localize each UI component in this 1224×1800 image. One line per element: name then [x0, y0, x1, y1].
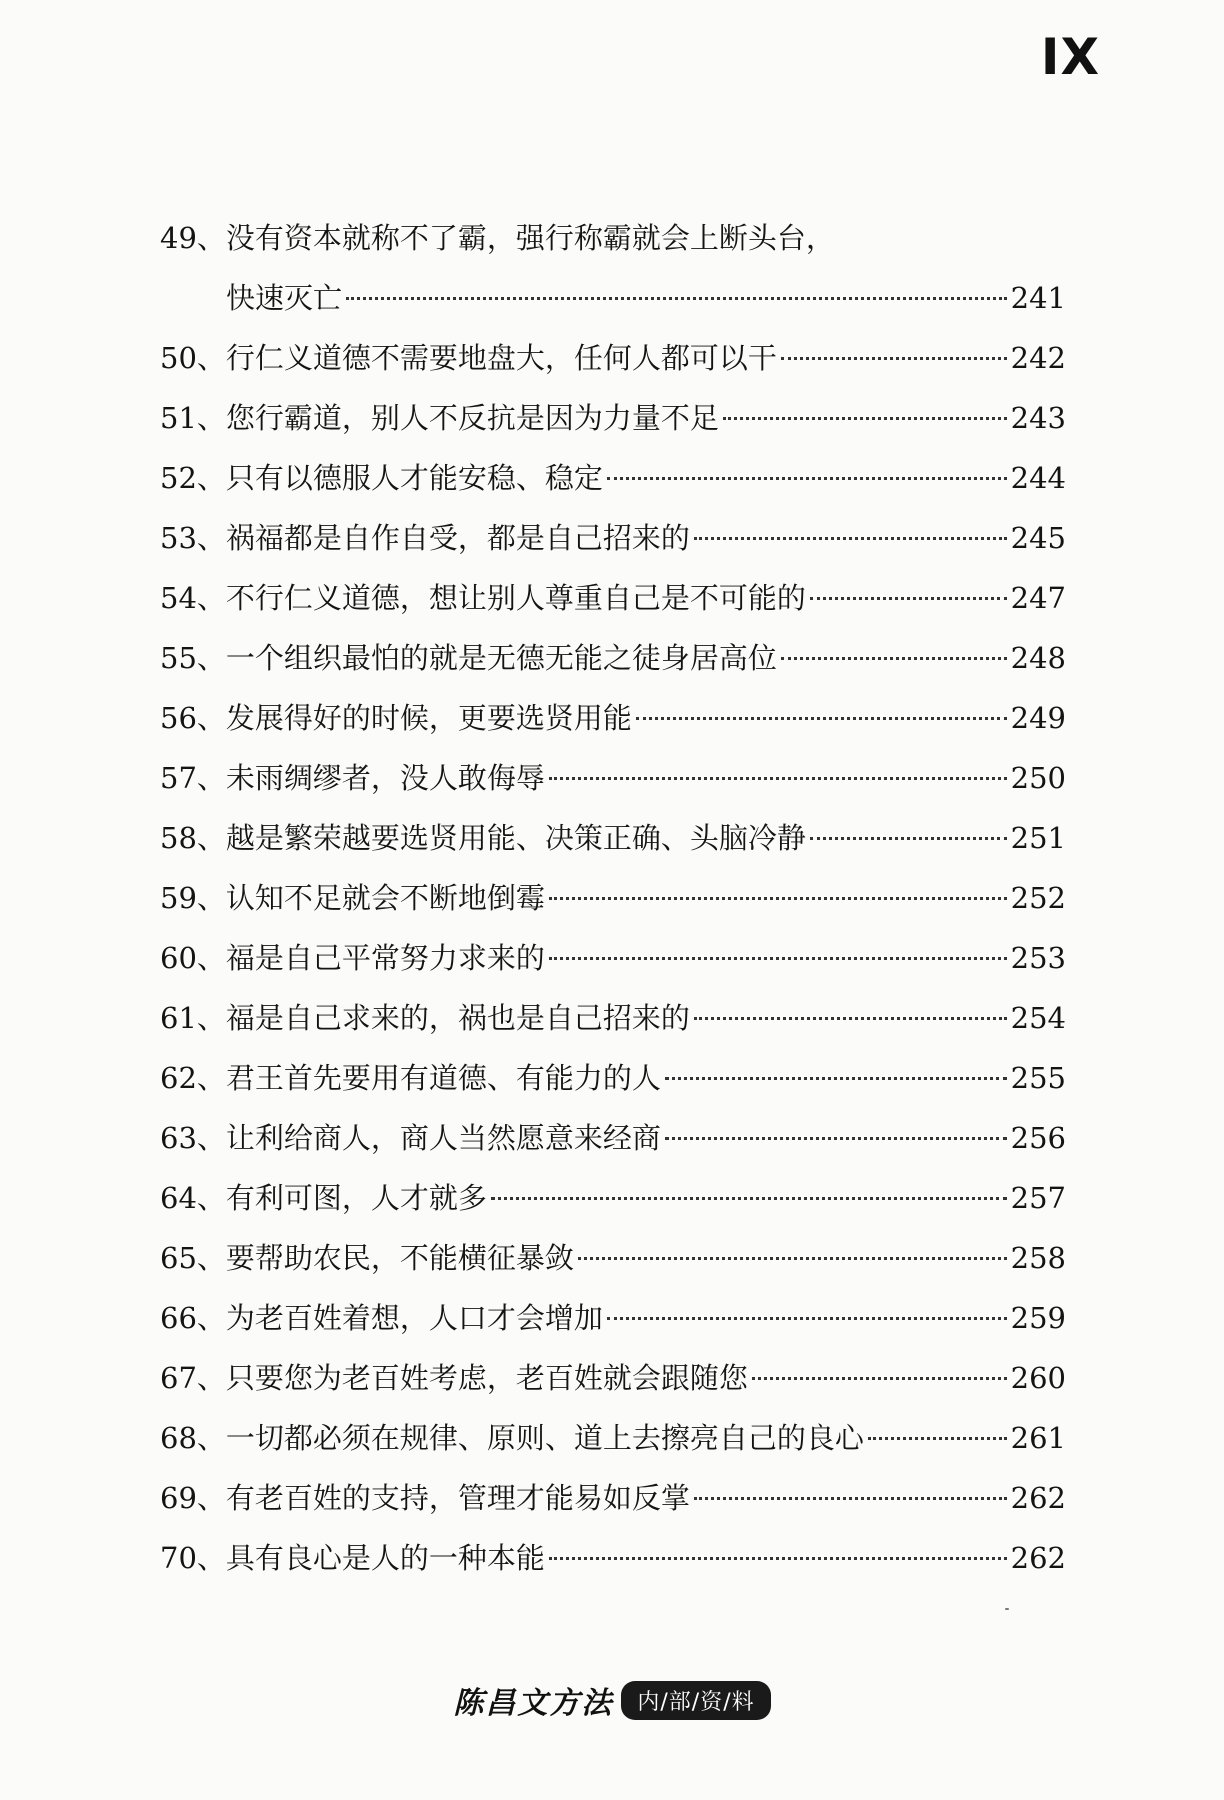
- toc-entry-page: 262: [1010, 1481, 1066, 1515]
- toc-entry-number: 54、: [160, 581, 226, 615]
- toc-entry-title: 未雨绸缪者，没人敢侮辱: [225, 761, 545, 795]
- toc-entry-number: 50、: [160, 341, 226, 375]
- toc-entry-page: 254: [1010, 1001, 1066, 1035]
- toc-entry-page: 252: [1010, 881, 1066, 915]
- dot-leader: [491, 1197, 1007, 1200]
- toc-entry-67[interactable]: [160, 1348, 1066, 1408]
- toc-entry-60[interactable]: [160, 928, 1066, 988]
- toc-entry-number: 70、: [160, 1541, 226, 1575]
- toc-entry-page: 241: [1010, 281, 1066, 315]
- toc-entry-page: 256: [1010, 1121, 1066, 1155]
- toc-entry-title: 行仁义道德不需要地盘大，任何人都可以干: [225, 341, 777, 375]
- toc-entry-title: 为老百姓着想，人口才会增加: [225, 1301, 603, 1335]
- toc-entry-title: 有老百姓的支持，管理才能易如反掌: [225, 1481, 690, 1515]
- toc-entry-title: 认知不足就会不断地倒霉: [225, 881, 545, 915]
- dot-leader: [549, 1557, 1007, 1560]
- toc-entry-number: 64、: [160, 1181, 226, 1215]
- toc-entry-number: 49、: [160, 221, 226, 255]
- toc-entry-page: 249: [1010, 701, 1066, 735]
- toc-entry-55[interactable]: [160, 628, 1066, 688]
- toc-entry-number: 67、: [160, 1361, 226, 1395]
- toc-entry-title: 具有良心是人的一种本能: [225, 1541, 545, 1575]
- toc-entry-number: 60、: [160, 941, 226, 975]
- toc-entry-title: 让利给商人，商人当然愿意来经商: [225, 1121, 661, 1155]
- toc-entry-69[interactable]: [160, 1468, 1066, 1528]
- toc-entry-49-line1: [160, 208, 1066, 268]
- toc-entry-page: 253: [1010, 941, 1066, 975]
- toc-entry-title: 福是自己求来的，祸也是自己招来的: [225, 1001, 690, 1035]
- toc-entry-title: 没有资本就称不了霸，强行称霸就会上断头台，: [225, 221, 835, 255]
- toc-entry-title: 发展得好的时候，更要选贤用能: [225, 701, 632, 735]
- toc-entry-63[interactable]: [160, 1108, 1066, 1168]
- toc-entry-title: 君王首先要用有道德、有能力的人: [225, 1061, 661, 1095]
- toc-entry-number: 58、: [160, 821, 226, 855]
- toc-entry-64[interactable]: [160, 1168, 1066, 1228]
- toc-entry-65[interactable]: [160, 1228, 1066, 1288]
- toc-entry-title: 一切都必须在规律、原则、道上去擦亮自己的良心: [225, 1421, 864, 1455]
- toc-entry-70[interactable]: [160, 1528, 1066, 1588]
- toc-entry-61[interactable]: [160, 988, 1066, 1048]
- toc-entry-number: 55、: [160, 641, 226, 675]
- toc-entry-54[interactable]: [160, 568, 1066, 628]
- toc-entry-62[interactable]: [160, 1048, 1066, 1108]
- toc-entry-page: 247: [1010, 581, 1066, 615]
- dot-leader: [723, 417, 1007, 420]
- page-number: IX: [1040, 28, 1100, 86]
- toc-entry-50[interactable]: [160, 328, 1066, 388]
- table-of-contents: [160, 208, 1066, 1588]
- dot-leader: [549, 777, 1007, 780]
- toc-entry-number: 51、: [160, 401, 226, 435]
- toc-entry-page: 251: [1010, 821, 1066, 855]
- toc-entry-title: 只有以德服人才能安稳、稳定: [225, 461, 603, 495]
- dot-leader: [810, 837, 1007, 840]
- scan-speck: [1005, 1608, 1009, 1610]
- toc-entry-number: 65、: [160, 1241, 226, 1275]
- toc-entry-number: 62、: [160, 1061, 226, 1095]
- dot-leader: [752, 1377, 1007, 1380]
- toc-entry-page: 242: [1010, 341, 1066, 375]
- toc-entry-52[interactable]: [160, 448, 1066, 508]
- dot-leader: [868, 1437, 1007, 1440]
- dot-leader: [665, 1077, 1007, 1080]
- toc-entry-number: 66、: [160, 1301, 226, 1335]
- toc-entry-page: 248: [1010, 641, 1066, 675]
- footer: [0, 1678, 1224, 1722]
- toc-entry-page: 250: [1010, 761, 1066, 795]
- toc-entry-title: 有利可图，人才就多: [225, 1181, 487, 1215]
- toc-entry-66[interactable]: [160, 1288, 1066, 1348]
- toc-entry-page: 258: [1010, 1241, 1066, 1275]
- toc-entry-page: 245: [1010, 521, 1066, 555]
- dot-leader: [781, 357, 1007, 360]
- dot-leader: [694, 1017, 1007, 1020]
- toc-entry-title: 不行仁义道德，想让别人尊重自己是不可能的: [225, 581, 806, 615]
- toc-entry-49[interactable]: [160, 268, 1066, 328]
- toc-entry-title: 祸福都是自作自受，都是自己招来的: [225, 521, 690, 555]
- dot-leader: [607, 1317, 1007, 1320]
- toc-entry-51[interactable]: [160, 388, 1066, 448]
- dot-leader: [665, 1137, 1007, 1140]
- toc-entry-number: 56、: [160, 701, 226, 735]
- toc-entry-number: 53、: [160, 521, 226, 555]
- toc-entry-57[interactable]: [160, 748, 1066, 808]
- dot-leader: [549, 957, 1007, 960]
- dot-leader: [578, 1257, 1007, 1260]
- toc-entry-title: 快速灭亡: [226, 281, 343, 315]
- toc-entry-59[interactable]: [160, 868, 1066, 928]
- dot-leader: [694, 1497, 1007, 1500]
- internal-material-badge: 内/部/资/料: [621, 1681, 770, 1720]
- dot-leader: [781, 657, 1007, 660]
- toc-entry-page: 260: [1010, 1361, 1066, 1395]
- toc-entry-page: 262: [1010, 1541, 1066, 1575]
- dot-leader: [694, 537, 1007, 540]
- brand-logo: 陈昌文方法: [453, 1686, 614, 1721]
- toc-entry-number: 61、: [160, 1001, 226, 1035]
- toc-entry-number: 63、: [160, 1121, 226, 1155]
- toc-entry-number: 59、: [160, 881, 226, 915]
- toc-entry-title: 一个组织最怕的就是无德无能之徒身居高位: [225, 641, 777, 675]
- toc-entry-page: 243: [1010, 401, 1066, 435]
- toc-entry-title: 福是自己平常努力求来的: [225, 941, 545, 975]
- dot-leader: [346, 297, 1007, 300]
- toc-entry-number: 52、: [160, 461, 226, 495]
- toc-entry-page: 257: [1010, 1181, 1066, 1215]
- toc-entry-title: 只要您为老百姓考虑，老百姓就会跟随您: [225, 1361, 748, 1395]
- dot-leader: [810, 597, 1007, 600]
- toc-entry-page: 255: [1010, 1061, 1066, 1095]
- dot-leader: [549, 897, 1007, 900]
- toc-entry-page: 259: [1010, 1301, 1066, 1335]
- toc-entry-number: 57、: [160, 761, 226, 795]
- toc-entry-number: 68、: [160, 1421, 226, 1455]
- dot-leader: [607, 477, 1007, 480]
- toc-entry-title: 越是繁荣越要选贤用能、决策正确、头脑冷静: [225, 821, 806, 855]
- toc-entry-56[interactable]: [160, 688, 1066, 748]
- toc-entry-title: 要帮助农民，不能横征暴敛: [225, 1241, 574, 1275]
- toc-entry-title: 您行霸道，别人不反抗是因为力量不足: [225, 401, 719, 435]
- toc-entry-58[interactable]: [160, 808, 1066, 868]
- toc-entry-53[interactable]: [160, 508, 1066, 568]
- toc-entry-page: 261: [1010, 1421, 1066, 1455]
- toc-entry-68[interactable]: [160, 1408, 1066, 1468]
- toc-entry-number: 69、: [160, 1481, 226, 1515]
- dot-leader: [636, 717, 1007, 720]
- toc-entry-page: 244: [1010, 461, 1066, 495]
